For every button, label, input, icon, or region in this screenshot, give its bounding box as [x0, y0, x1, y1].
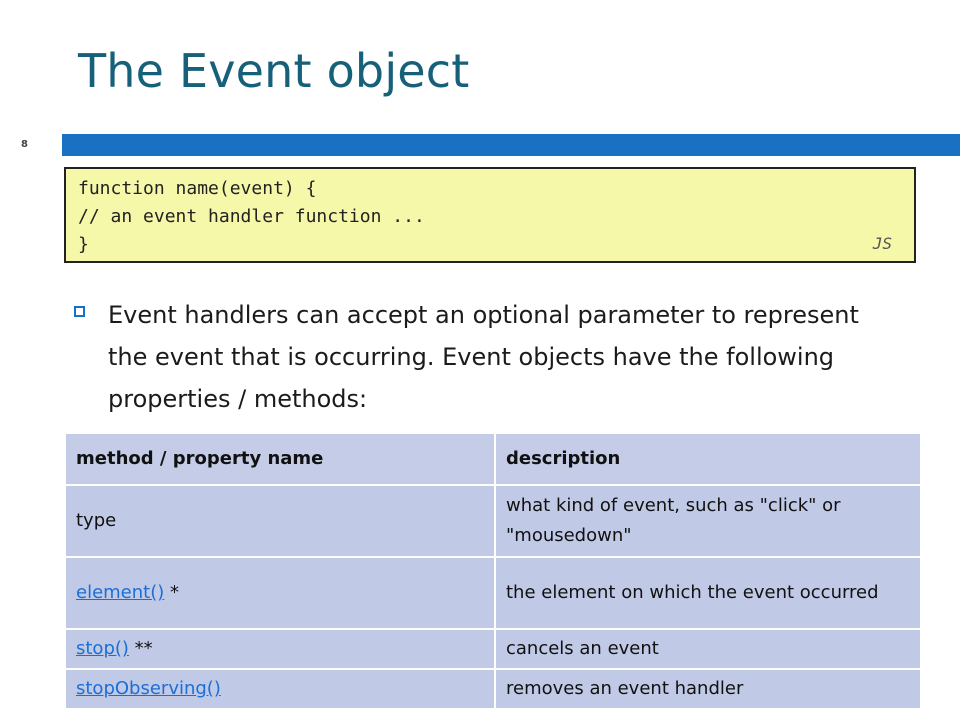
bullet-point: [70, 294, 890, 420]
property-name-cell: [65, 669, 495, 709]
table-row: [65, 557, 921, 629]
footnote-marker: **: [128, 638, 153, 659]
code-language-label: JS: [872, 234, 892, 253]
stop-method-link[interactable]: stop(): [76, 638, 129, 659]
element-method-link[interactable]: element(): [76, 582, 165, 603]
table-row: [65, 669, 921, 709]
property-name-cell: [65, 557, 495, 629]
code-line: function name(event) {: [78, 178, 317, 199]
property-name: type: [76, 510, 117, 531]
property-name-cell: [65, 629, 495, 669]
description-cell: the element on which the event occurred: [495, 557, 921, 629]
square-bullet-icon: [74, 306, 85, 317]
description-cell: removes an event handler: [495, 669, 921, 709]
property-name-cell: [65, 485, 495, 557]
column-header-name: method / property name: [65, 433, 495, 485]
code-block: [64, 167, 916, 263]
column-header-description: description: [495, 433, 921, 485]
bullet-text: Event handlers can accept an optional parameter to represent the event that is occurring. Event objects have the following properties / methods:: [108, 301, 859, 413]
table-row: [65, 629, 921, 669]
description-cell: what kind of event, such as "click" or "mousedown": [495, 485, 921, 557]
title-underline-bar: [62, 134, 960, 156]
stop-observing-method-link[interactable]: stopObserving(): [76, 678, 221, 699]
table-row: [65, 485, 921, 557]
slide-title: The Event object: [78, 44, 470, 98]
description-cell: cancels an event: [495, 629, 921, 669]
footnote-marker: *: [164, 582, 180, 603]
code-line: // an event handler function ...: [78, 206, 425, 227]
code-line: }: [78, 234, 89, 255]
slide-number: 8: [21, 139, 28, 150]
properties-table: [64, 432, 922, 710]
table-header-row: [65, 433, 921, 485]
